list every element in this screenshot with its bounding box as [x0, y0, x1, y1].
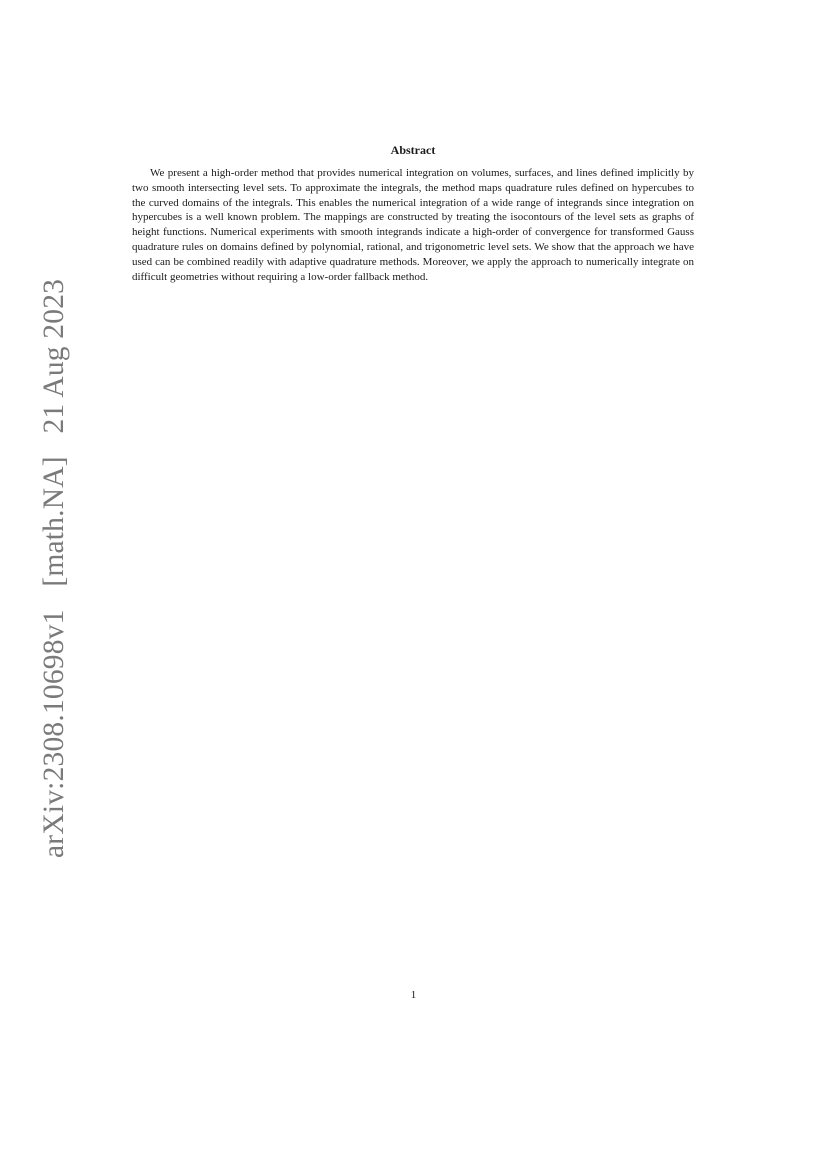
arxiv-date: 21 Aug 2023 — [38, 278, 70, 434]
arxiv-identifier: arXiv:2308.10698v1 — [38, 609, 70, 858]
abstract-heading: Abstract — [390, 143, 436, 157]
page-number: 1 — [410, 989, 417, 1001]
abstract-section — [132, 143, 694, 284]
arxiv-category: [math.NA] — [38, 456, 70, 587]
arxiv-sidebar-stamp — [38, 279, 71, 858]
abstract-text: We present a high-order method that provides numerical integration on volumes, surfaces, and lines defined implicitly by two smooth intersecting level sets. To approximate the integrals, the method maps quadrature rules defined on hypercubes to the curved domains of the integrals. This enables the numerical integration of a wide range of integrands since integration on hypercubes is a well known problem. The mappings are constructed by treating the isocontours of the level sets as graphs of height functions. Numerical experiments with smooth integrands indicate a high-order of convergence for transformed Gauss quadrature rules on domains defined by polynomial, rational, and trigonometric level sets. We show that the approach we have used can be combined readily with adaptive quadrature methods. Moreover, we apply the approach to numerically integrate on difficult geometries without requiring a low-order fallback method. — [132, 167, 694, 283]
